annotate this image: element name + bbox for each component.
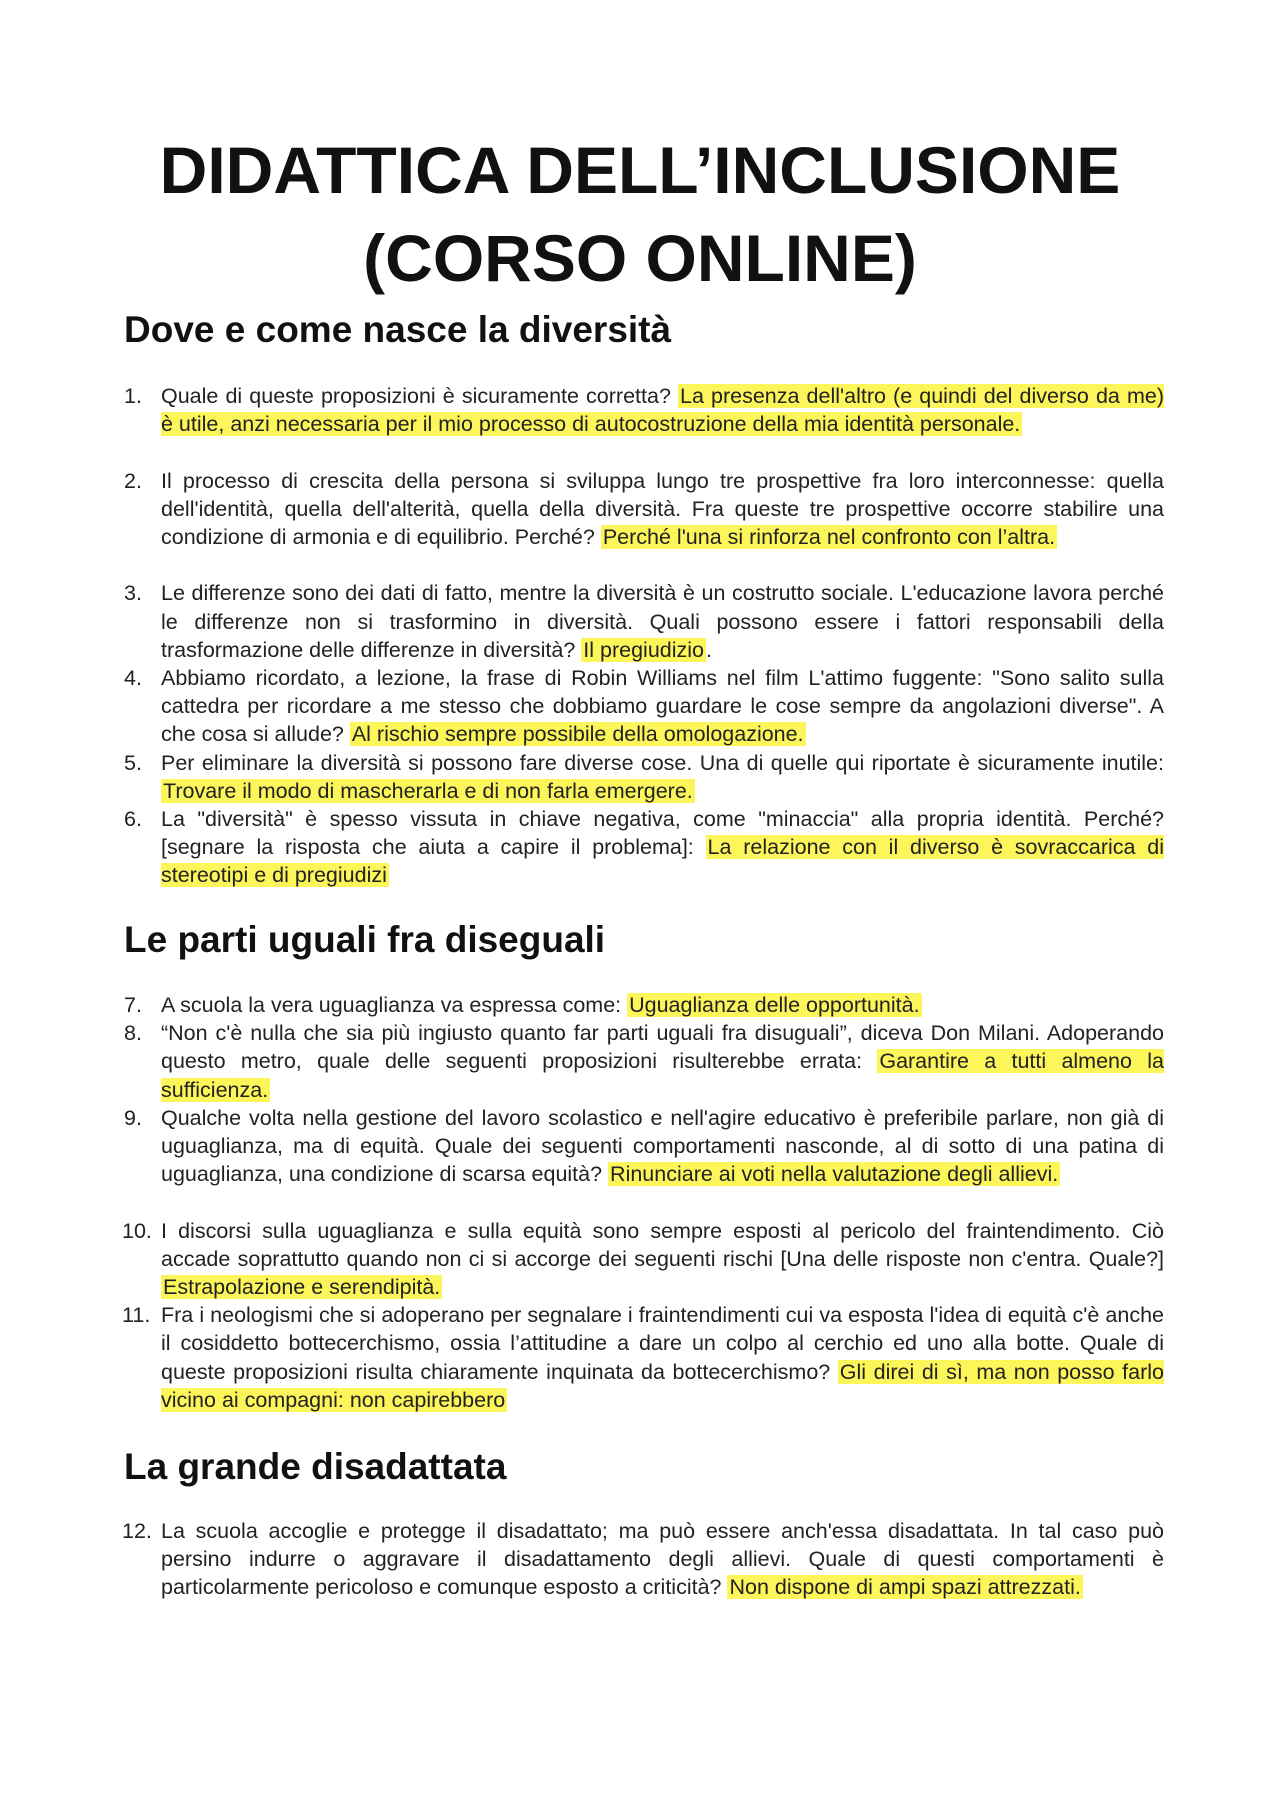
section-heading-diversita: Dove e come nasce la diversità bbox=[124, 309, 672, 350]
question-text: “Non c'è nulla che sia più ingiusto quanto far parti uguali fra disuguali”, diceva Don Milani. Adoperando questo metro, quale delle seguenti proposizioni risulterebbe errata: bbox=[161, 1021, 1164, 1074]
question-number: 4. bbox=[124, 665, 142, 690]
question-number: 2. bbox=[124, 468, 142, 493]
title-line-1: DIDATTICA DELL’INCLUSIONE bbox=[159, 133, 1121, 207]
page-title bbox=[120, 126, 1160, 302]
highlighted-answer: La presenza dell'altro (e quindi del diverso da me) è utile, anzi necessaria per il mio processo di autocostruzione della mia identità personale. bbox=[161, 384, 1164, 437]
question-item-9 bbox=[124, 1104, 1164, 1217]
question-number: 12. bbox=[122, 1519, 152, 1543]
highlighted-answer: Non dispone di ampi spazi attrezzati. bbox=[729, 1575, 1081, 1600]
question-item-3 bbox=[124, 579, 1164, 664]
question-number: 1. bbox=[124, 384, 142, 408]
question-number: 10. bbox=[122, 1218, 152, 1243]
question-number: 8. bbox=[124, 1021, 142, 1046]
highlighted-answer: La relazione con il diverso è sovraccarica di stereotipi e di pregiudizi bbox=[161, 835, 1164, 888]
question-text: Per eliminare la diversità si possono fare diverse cose. Una di quelle qui riportate è sicuramente inutile: bbox=[161, 750, 1164, 775]
section-heading-grande-disadattata: La grande disadattata bbox=[124, 1446, 507, 1487]
question-item-10 bbox=[124, 1217, 1164, 1302]
question-text: Il processo di crescita della persona si sviluppa lungo tre prospettive fra loro interconnesse: quella dell'identità, quella dell'alterità, quella della diversità. Fra queste tre prospettive occorre stabilire una condizione di armonia e di equilibrio. Perché? bbox=[161, 468, 1164, 549]
question-item-1 bbox=[124, 382, 1164, 467]
question-text: A scuola la vera uguaglianza va espressa come: bbox=[161, 993, 628, 1017]
question-number: 7. bbox=[124, 993, 142, 1017]
highlighted-answer: Gli direi di sì, ma non posso farlo vicino ai compagni: non capirebbero bbox=[161, 1359, 1164, 1412]
question-item-6 bbox=[124, 805, 1164, 890]
question-number: 5. bbox=[124, 750, 142, 775]
question-item-12 bbox=[124, 1517, 1164, 1630]
question-item-4 bbox=[124, 664, 1164, 749]
question-list-section-3 bbox=[124, 1517, 1164, 1630]
question-text: La scuola accoglie e protegge il disadattato; ma può essere anch'essa disadattata. In tal caso può persino indurre o aggravare il disadattamento degli allievi. Quale di questi comportamenti è particolarmente pericoloso e comunque esposto a criticità? bbox=[161, 1519, 1164, 1600]
question-number: 3. bbox=[124, 581, 142, 606]
highlighted-answer: Perché l'una si rinforza nel confronto con l’altra. bbox=[602, 525, 1056, 549]
question-item-2 bbox=[124, 467, 1164, 580]
answer-suffix: . bbox=[706, 637, 712, 662]
question-text: Qualche volta nella gestione del lavoro scolastico e nell'agire educativo è preferibile parlare, non già di uguaglianza, ma di equità. Quale dei seguenti comportamenti nasconde, al di sotto di una patina di uguaglianza, una condizione di scarsa equità? bbox=[161, 1105, 1164, 1187]
question-number: 6. bbox=[124, 806, 142, 831]
question-item-7 bbox=[124, 991, 1164, 1019]
question-number: 9. bbox=[124, 1105, 142, 1130]
question-item-8 bbox=[124, 1019, 1164, 1104]
question-list-section-2 bbox=[124, 991, 1164, 1414]
question-text: Fra i neologismi che si adoperano per segnalare i fraintendimenti cui va esposta l'idea di equità c'è anche il cosiddetto bottecerchismo, ossia l’attitudine a dare un colpo al cerchio ed uno alla botte. Quale di queste proposizioni risulta chiaramente inquinata da bottecerchismo? bbox=[161, 1303, 1164, 1384]
question-text: I discorsi sulla uguaglianza e sulla equità sono sempre esposti al pericolo del fraintendimento. Ciò accade soprattutto quando non ci si accorge dei seguenti rischi [Una delle risposte non c'entra. Quale?] bbox=[161, 1218, 1164, 1271]
title-line-2: (CORSO ONLINE) bbox=[363, 221, 917, 295]
question-number: 11. bbox=[122, 1303, 151, 1328]
highlighted-answer: Estrapolazione e serendipità. bbox=[163, 1274, 441, 1299]
section-heading-parti-uguali: Le parti uguali fra diseguali bbox=[124, 919, 606, 960]
question-item-5 bbox=[124, 749, 1164, 805]
highlighted-answer: Garantire a tutti almeno la sufficienza. bbox=[161, 1049, 1164, 1102]
question-list-section-1 bbox=[124, 382, 1164, 890]
highlighted-answer: Trovare il modo di mascherarla e di non farla emergere. bbox=[163, 778, 693, 803]
question-text: Quale di queste proposizioni è sicuramente corretta? bbox=[161, 384, 678, 408]
highlighted-answer: Al rischio sempre possibile della omologazione. bbox=[351, 722, 804, 747]
question-text: La "diversità" è spesso vissuta in chiave negativa, come "minaccia" alla propria identità. Perché? [segnare la risposta che aiuta a capire il problema]: bbox=[161, 806, 1164, 860]
highlighted-answer: Il pregiudizio bbox=[583, 637, 704, 662]
question-text: Abbiamo ricordato, a lezione, la frase di Robin Williams nel film L'attimo fuggente: "Sono salito sulla cattedra per ricordare a me stesso che dobbiamo guardare le cose sempre da angolazioni diverse". A che cosa si allude? bbox=[161, 665, 1164, 747]
highlighted-answer: Uguaglianza delle opportunità. bbox=[629, 993, 920, 1017]
question-text: Le differenze sono dei dati di fatto, mentre la diversità è un costrutto sociale. L'educazione lavora perché le differenze non si trasformino in diversità. Quali possono essere i fattori responsabili della trasformazione delle differenze in diversità? bbox=[161, 581, 1164, 662]
highlighted-answer: Rinunciare ai voti nella valutazione degli allievi. bbox=[610, 1162, 1059, 1187]
question-item-11 bbox=[124, 1301, 1164, 1414]
